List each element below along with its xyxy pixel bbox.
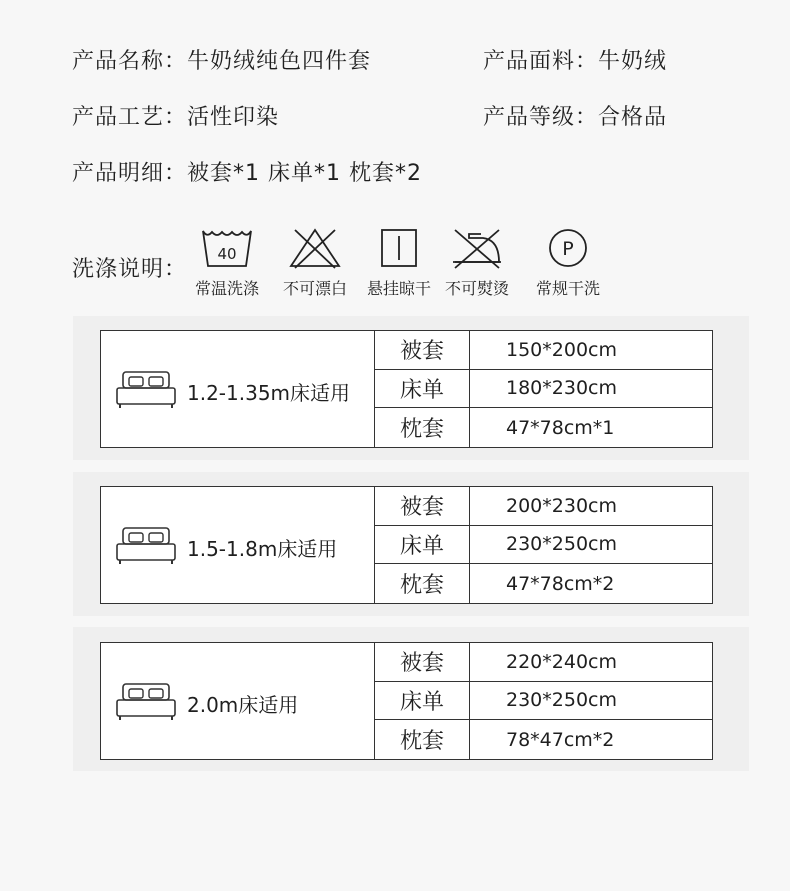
bed-size-label: 1.2-1.35m床适用: [187, 381, 351, 405]
table-row: [375, 720, 712, 759]
item-size: 47*78cm*1: [506, 416, 615, 439]
bed-size-label: 1.5-1.8m床适用: [187, 537, 338, 561]
item-name: 床单: [375, 526, 470, 564]
care-item-wash: [182, 226, 272, 299]
bed-icon: [115, 369, 177, 409]
table-row: [375, 408, 712, 447]
wash-temp-mark: 40: [217, 245, 237, 263]
hang-dry-icon: [377, 226, 421, 270]
size-table: [100, 330, 713, 448]
dry-clean-mark: P: [562, 238, 574, 260]
size-table-bed-cell: [101, 487, 375, 603]
product-process: 产品工艺：活性印染: [72, 105, 280, 130]
item-name: 枕套: [375, 408, 470, 447]
item-size: 180*230cm: [506, 377, 617, 400]
item-name: 被套: [375, 331, 470, 369]
item-size: 230*250cm: [506, 689, 617, 712]
bed-size-label: 2.0m床适用: [187, 693, 299, 717]
item-size: 150*200cm: [506, 338, 617, 361]
bed-icon: [115, 525, 177, 565]
table-row: [375, 643, 712, 682]
care-item-bleach: [270, 226, 360, 299]
item-size: 200*230cm: [506, 494, 617, 517]
no-iron-icon: [447, 226, 507, 270]
wash-40-icon: [200, 226, 254, 270]
item-size: 230*250cm: [506, 533, 617, 556]
product-name: 产品名称：牛奶绒纯色四件套: [72, 49, 372, 74]
care-text-bleach: 不可漂白: [282, 279, 347, 298]
product-fabric: 产品面料：牛奶绒: [483, 49, 668, 74]
item-name: 枕套: [375, 564, 470, 603]
size-table: [100, 642, 713, 760]
table-row: [375, 526, 712, 565]
care-text-dry: 悬挂晾干: [366, 279, 431, 298]
table-row: [375, 564, 712, 603]
table-row: [375, 370, 712, 409]
care-label: 洗涤说明：: [72, 257, 188, 282]
size-table-bed-cell: [101, 643, 375, 759]
product-detail: 产品明细：被套*1 床单*1 枕套*2: [72, 161, 422, 186]
product-grade: 产品等级：合格品: [483, 105, 668, 130]
care-text-iron: 不可熨烫: [444, 279, 509, 298]
item-name: 被套: [375, 487, 470, 525]
size-table-bed-cell: [101, 331, 375, 447]
care-item-dryclean: [523, 226, 613, 299]
item-size: 47*78cm*2: [506, 572, 615, 595]
care-text-wash: 常温洗涤: [194, 279, 259, 298]
table-row: [375, 682, 712, 721]
no-bleach-icon: [287, 226, 343, 270]
item-size: 78*47cm*2: [506, 728, 615, 751]
care-text-dryclean: 常规干洗: [535, 279, 600, 298]
bed-icon: [115, 681, 177, 721]
table-row: [375, 487, 712, 526]
item-name: 被套: [375, 643, 470, 681]
care-item-dry: [354, 226, 444, 299]
care-item-iron: [432, 226, 522, 299]
dry-clean-p-icon: [546, 226, 590, 270]
item-size: 220*240cm: [506, 650, 617, 673]
item-name: 枕套: [375, 720, 470, 759]
table-row: [375, 331, 712, 370]
item-name: 床单: [375, 370, 470, 408]
item-name: 床单: [375, 682, 470, 720]
size-table: [100, 486, 713, 604]
